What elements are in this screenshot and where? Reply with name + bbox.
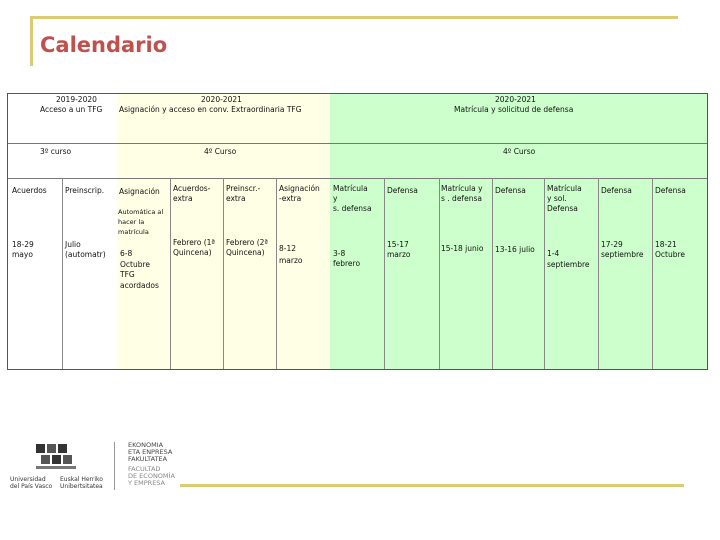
column-label: extra [226,194,246,203]
column-divider [652,178,653,369]
asignacion-note: Automática al [118,208,164,216]
column-label: Matrícula y [441,184,483,193]
region-4th-course-enrolment [330,94,707,369]
column-label: s. defensa [333,204,372,213]
header-phase: Acceso a un TFG [40,105,103,114]
date-value: marzo [387,250,411,259]
column-label: Acuerdos- [173,184,211,193]
column-divider [492,178,493,369]
page-title: Calendario [40,33,168,57]
column-label: Matrícula [547,184,582,193]
logo-divider [114,442,115,490]
header-course: 3º curso [40,147,72,156]
logo-text: Unibertsitatea [60,483,103,490]
date-value: (automatr) [65,250,106,259]
date-value: 8-12 [279,244,297,253]
faculty-name: ETA ENPRESA [128,448,173,456]
column-label: Acuerdos [12,186,47,195]
column-label: y [333,194,338,203]
faculty-name: FAKULTATEA [128,455,168,463]
frame-left-line [30,16,33,66]
column-label: -extra [279,194,302,203]
date-value: acordados [120,281,159,290]
asignacion-note: matrícula [118,228,149,236]
header-year: 2020-2021 [201,95,242,104]
logo-text: Universidad [10,476,46,483]
date-value: septiembre [601,250,644,259]
column-label: Defensa [655,186,686,195]
column-divider [276,178,277,369]
column-label: Matrícula [333,184,368,193]
date-value: 18-21 [655,240,677,249]
date-value: 3-8 [333,249,346,258]
header-year: 2019-2020 [56,95,97,104]
university-logo [10,442,186,494]
faculty-name: DE ECONOMÍA [128,472,175,480]
upv-ehu-emblem-icon [34,442,78,472]
header-course: 4º Curso [204,147,237,156]
column-label: Defensa [495,186,526,195]
date-value: Octubre [120,260,151,269]
column-label: Preinscrip. [65,186,105,195]
column-label: Asignación [279,184,320,193]
column-divider [544,178,545,369]
date-value: 6-8 [120,249,133,258]
row-divider [8,143,707,144]
date-value: Febrero (2ª [226,238,268,247]
logo-text: Euskal Herriko [60,476,103,483]
column-divider [384,178,385,369]
column-label: Preinscr.- [226,184,261,193]
date-value: 15-18 junio [441,244,484,253]
logo-text: del País Vasco [10,483,53,490]
date-value: 13-16 julio [495,245,535,254]
header-phase: Matrícula y solicitud de defensa [454,105,574,114]
column-divider [598,178,599,369]
region-3rd-course [8,94,118,369]
faculty-name: FACULTAD [128,465,161,473]
date-value: febrero [333,259,361,268]
date-value: Julio [65,240,81,249]
column-label: y sol. [547,194,567,203]
date-value: 1-4 [547,249,560,258]
column-label: Defensa [547,204,578,213]
date-value: 18-29 [12,240,34,249]
date-value: marzo [279,256,303,265]
column-label: Defensa [387,186,418,195]
frame-top-line [30,16,678,19]
column-label: s . defensa [441,194,482,203]
asignacion-note: hacer la [118,218,145,226]
date-value: Quincena) [226,248,265,257]
date-value: septiembre [547,260,590,269]
row-divider [8,178,707,179]
date-value: Quincena) [173,248,212,257]
date-value: Febrero (1ª [173,238,215,247]
column-divider [170,178,171,369]
date-value: 17-29 [601,240,623,249]
column-divider [439,178,440,369]
date-value: Octubre [655,250,686,259]
column-divider [62,178,63,369]
faculty-name: Y EMPRESA [128,479,165,487]
calendar-table [7,93,708,370]
frame-bottom-line [180,484,684,487]
date-value: 15-17 [387,240,409,249]
faculty-name: EKONOMIA [128,441,164,449]
header-phase: Asignación y acceso en conv. Extraordinaria TFG [119,105,302,114]
region-4th-course-assignment [117,94,331,369]
date-value: mayo [12,250,33,259]
column-divider [223,178,224,369]
column-label: extra [173,194,193,203]
date-value: TFG [120,270,135,279]
column-label: Asignación [119,187,160,196]
header-course: 4º Curso [503,147,536,156]
column-label: Defensa [601,186,632,195]
header-year: 2020-2021 [495,95,536,104]
